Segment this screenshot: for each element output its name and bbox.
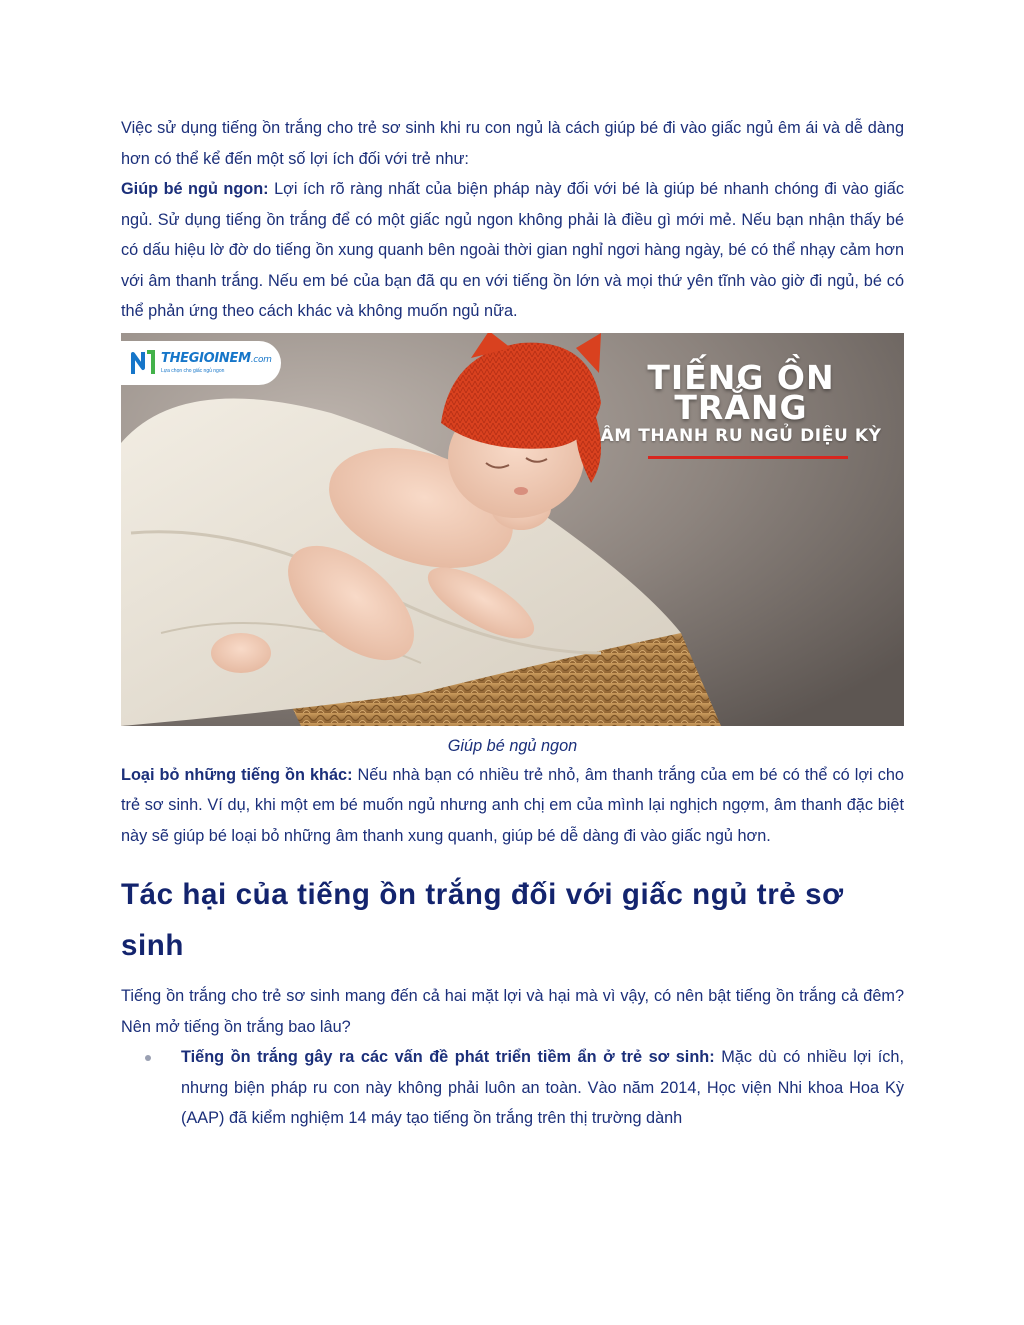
document-body <box>121 113 904 1134</box>
benefit-sleep-lead: Giúp bé ngủ ngon: <box>121 180 269 198</box>
thegioinem-logo <box>121 341 281 385</box>
figure-caption: Giúp bé ngủ ngon <box>447 736 578 755</box>
benefit-noise-text: Nếu nhà bạn có nhiều trẻ nhỏ, âm thanh trắng của em bé có thể có lợi cho trẻ sơ sinh. Ví dụ, khi một em bé muốn ngủ nhưng anh chị em của mình lại nghịch ngợm, âm thanh đặc biệt này sẽ giúp bé loại bỏ những âm thanh xung quanh, giúp bé dễ dàng đi vào giấc ngủ hơn. <box>121 765 904 845</box>
section-intro-paragraph: Tiếng ồn trắng cho trẻ sơ sinh mang đến cả hai mặt lợi và hại mà vì vậy, có nên bật tiếng ồn trắng cả đêm? Nên mở tiếng ồn trắng bao lâu? <box>121 987 904 1036</box>
bullet-dot-icon <box>145 1055 151 1061</box>
logo-mark-icon <box>129 348 157 378</box>
logo-text <box>161 351 272 375</box>
banner-title: TIẾNG ỒN TRẮNG <box>647 357 835 427</box>
benefit-noise-lead: Loại bỏ những tiếng ồn khác: <box>121 765 353 784</box>
logo-name: THEGIOINEM <box>161 350 251 366</box>
list-item <box>121 1042 904 1134</box>
banner-accent-rule <box>648 456 848 459</box>
banner-subtitle: ÂM THANH RU NGỦ DIỆU KỲ <box>600 425 882 446</box>
intro-paragraph: Việc sử dụng tiếng ồn trắng cho trẻ sơ sinh khi ru con ngủ là cách giúp bé đi vào giấc ngủ êm ái và dễ dàng hơn có thể kể đến một số lợi ích đối với trẻ như: <box>121 119 904 168</box>
logo-tagline: Lựa chọn cho giấc ngủ ngon <box>161 367 225 374</box>
section-heading: Tác hại của tiếng ồn trắng đối với giấc ngủ trẻ sơ sinh <box>121 878 844 962</box>
benefit-noise-paragraph <box>121 760 904 852</box>
baby-sleeping-image <box>121 333 904 726</box>
harm-bullet-list <box>121 1042 904 1134</box>
benefit-sleep-text: Lợi ích rõ ràng nhất của biện pháp này đối với bé là giúp bé nhanh chóng đi vào giấc ngủ. Sử dụng tiếng ồn trắng để có một giấc ngủ ngon không phải là điều gì mới mẻ. Nếu bạn nhận thấy bé có dấu hiệu lờ đờ do tiếng ồn xung quanh bên ngoài thời gian nghỉ ngơi hàng ngày, bé có thể nhạy cảm hơn với âm thanh trắng. Nếu em bé của bạn đã qu en với tiếng ồn lớn và mọi thứ yên tĩnh vào giờ đi ngủ, bé có thể phản ứng theo cách khác và không muốn ngủ nữa. <box>121 180 904 320</box>
logo-suffix: .com <box>250 354 272 365</box>
bullet-text: Mặc dù có nhiều lợi ích, nhưng biện pháp ru con này không phải luôn an toàn. Vào năm 2014, Học viện Nhi khoa Hoa Kỳ (AAP) đã kiểm nghiệm 14 máy tạo tiếng ồn trắng trên thị trường dành <box>181 1048 905 1127</box>
bullet-lead: Tiếng ồn trắng gây ra các vấn đề phát triển tiềm ẩn ở trẻ sơ sinh: <box>181 1048 715 1066</box>
benefit-sleep-paragraph <box>121 174 904 327</box>
